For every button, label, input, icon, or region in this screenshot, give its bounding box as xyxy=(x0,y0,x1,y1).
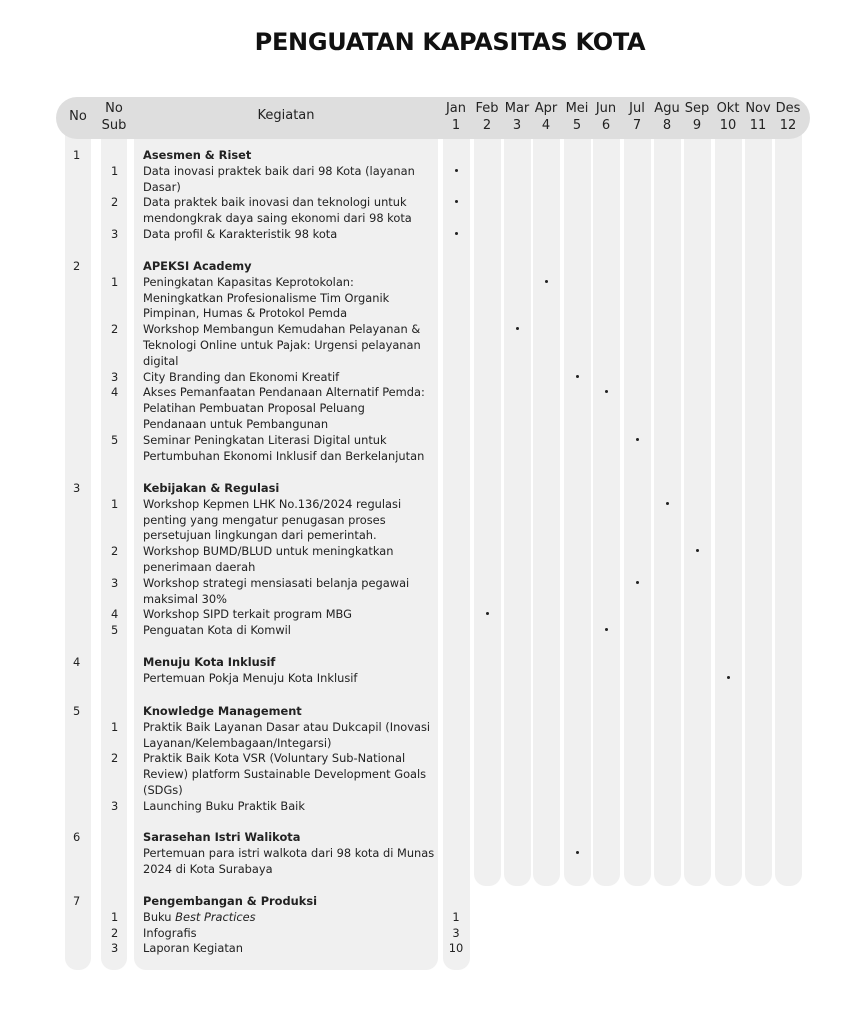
section-title: APEKSI Academy xyxy=(143,259,252,273)
col-month-bg xyxy=(474,110,501,886)
activity-text: Layanan/Kelembagaan/Integarsi) xyxy=(143,735,332,750)
activity-text: Teknologi Online untuk Pajak: Urgensi pelayanan xyxy=(143,338,421,352)
sub-number: 3 xyxy=(111,227,119,241)
output-count: 3 xyxy=(452,925,460,940)
schedule-dot xyxy=(666,502,669,505)
month-number: 5 xyxy=(572,118,582,133)
schedule-dot xyxy=(576,851,579,854)
page-title: PENGUATAN KAPASITAS KOTA xyxy=(254,28,646,56)
activity-text: Laporan Kegiatan xyxy=(143,941,243,956)
activity-text: Penguatan Kota di Komwil xyxy=(143,623,291,638)
month-number: 10 xyxy=(719,118,737,133)
schedule-dot xyxy=(605,628,608,631)
month-name: Jul xyxy=(629,101,645,116)
section-title: Pengembangan & Produksi xyxy=(143,894,318,908)
month-number: 7 xyxy=(632,118,642,133)
section-number: 2 xyxy=(73,259,81,273)
schedule-dot xyxy=(576,375,579,378)
activity-text-italic: Best Practices xyxy=(175,909,256,924)
section-number: 4 xyxy=(73,655,81,669)
month-number: 8 xyxy=(662,118,672,133)
section-title: Kebijakan & Regulasi xyxy=(143,481,280,495)
activity-text: Workshop BUMD/BLUD untuk meningkatkan xyxy=(143,544,394,559)
month-name: Apr xyxy=(534,101,558,116)
section-number: 5 xyxy=(73,704,81,718)
col-month-bg xyxy=(624,110,651,886)
sub-number: 2 xyxy=(111,544,119,559)
activity-text: maksimal 30% xyxy=(143,591,227,606)
activity-text: Data praktek baik inovasi dan teknologi untuk xyxy=(143,195,407,210)
activity-text: Workshop SIPD terkait program MBG xyxy=(143,607,352,622)
header-month-apr xyxy=(530,100,562,134)
activity-text: Data profil & Karakteristik 98 kota xyxy=(143,227,338,241)
sub-number: 2 xyxy=(111,925,119,940)
sub-number: 1 xyxy=(111,719,119,734)
activity-text: Pelatihan Pembuatan Proposal Peluang xyxy=(143,401,365,416)
col-jan-bg xyxy=(443,110,470,970)
sub-number: 4 xyxy=(111,385,119,400)
header-no-sub xyxy=(98,100,130,134)
col-month-bg xyxy=(684,110,711,886)
activity-text: Pendanaan untuk Pembangunan xyxy=(143,417,329,431)
header-month-jun xyxy=(590,100,622,134)
section-number: 1 xyxy=(73,148,81,162)
header-month-agu xyxy=(651,100,683,134)
activity-text: Meningkatkan Profesionalisme Tim Organik xyxy=(143,290,390,305)
sub-number: 1 xyxy=(111,496,119,511)
section-title: Menuju Kota Inklusif xyxy=(143,655,276,669)
month-number: 1 xyxy=(451,118,461,133)
sub-number: 1 xyxy=(111,274,119,289)
month-number: 12 xyxy=(779,118,797,133)
activity-text: Review) platform Sustainable Development Goals xyxy=(143,767,427,782)
sub-number: 3 xyxy=(111,941,119,956)
header-month-des xyxy=(772,100,804,134)
month-number: 4 xyxy=(541,118,551,133)
month-name: Feb xyxy=(475,101,499,116)
header-month-mei xyxy=(561,100,593,134)
activity-text: Infografis xyxy=(143,925,197,940)
activity-text: Buku Best Practices xyxy=(143,909,256,924)
section-number: 6 xyxy=(73,830,81,844)
activity-text: City Branding dan Ekonomi Kreatif xyxy=(143,369,340,384)
schedule-dot xyxy=(455,169,458,172)
month-number: 6 xyxy=(601,118,611,133)
header-no-sub-line1: No xyxy=(105,101,123,116)
month-number: 3 xyxy=(512,118,522,133)
sub-number: 4 xyxy=(111,607,119,622)
month-name: Jun xyxy=(595,101,617,116)
schedule-dot xyxy=(455,232,458,235)
month-number: 9 xyxy=(692,118,702,133)
activity-text: mendongkrak daya saing ekonomi dari 98 kota xyxy=(143,211,412,226)
activity-text: Pertemuan Pokja Menuju Kota Inklusif xyxy=(143,670,358,685)
header-month-mar xyxy=(501,100,533,134)
activity-text: 2024 di Kota Surabaya xyxy=(143,861,273,876)
activity-text: Seminar Peningkatan Literasi Digital untuk xyxy=(143,432,387,447)
section-title: Knowledge Management xyxy=(143,704,302,718)
sub-number: 5 xyxy=(111,432,119,447)
activity-text: Pertumbuhan Ekonomi Inklusif dan Berkelanjutan xyxy=(143,448,425,463)
sub-number: 3 xyxy=(111,575,119,590)
month-name: Nov xyxy=(745,101,771,116)
col-month-bg xyxy=(504,110,531,886)
schedule-dot xyxy=(516,327,519,330)
col-month-bg xyxy=(593,110,620,886)
header-month-jul xyxy=(621,100,653,134)
activity-text: Launching Buku Praktik Baik xyxy=(143,798,305,813)
schedule-dot xyxy=(545,280,548,283)
sub-number: 5 xyxy=(111,623,119,638)
month-number: 2 xyxy=(482,118,492,133)
schedule-dot xyxy=(696,549,699,552)
section-title: Sarasehan Istri Walikota xyxy=(143,830,301,844)
month-number: 11 xyxy=(749,118,767,133)
month-name: Jan xyxy=(445,101,467,116)
sub-number: 3 xyxy=(111,798,119,813)
month-name: Des xyxy=(775,101,801,116)
activity-text: Peningkatan Kapasitas Keprotokolan: xyxy=(143,274,354,289)
header-month-nov xyxy=(742,100,774,134)
output-count: 10 xyxy=(448,941,464,956)
col-month-bg xyxy=(775,110,802,886)
activity-text: Pimpinan, Humas & Protokol Pemda xyxy=(143,306,348,321)
header-month-jan xyxy=(440,100,472,134)
activity-text: digital xyxy=(143,353,179,368)
col-month-bg xyxy=(564,110,591,886)
activity-text: Akses Pemanfaatan Pendanaan Alternatif Pemda: xyxy=(143,385,425,400)
month-name: Mar xyxy=(504,101,530,116)
sub-number: 1 xyxy=(111,909,119,924)
header-month-sep xyxy=(681,100,713,134)
activity-text: Workshop strategi mensiasati belanja pegawai xyxy=(143,575,410,590)
activity-text: (SDGs) xyxy=(143,783,183,797)
sub-number: 2 xyxy=(111,195,119,210)
sub-number: 3 xyxy=(111,369,119,384)
activity-text: Data inovasi praktek baik dari 98 Kota (layanan xyxy=(143,163,415,178)
section-number: 3 xyxy=(73,481,81,495)
schedule-dot xyxy=(636,581,639,584)
section-number: 7 xyxy=(73,894,81,908)
header-kegiatan: Kegiatan xyxy=(257,108,315,123)
activity-text: Dasar) xyxy=(143,179,181,194)
month-name: Agu xyxy=(654,101,680,116)
sub-number: 2 xyxy=(111,322,119,337)
header-month-feb xyxy=(471,100,503,134)
month-name: Mei xyxy=(565,101,589,116)
col-month-bg xyxy=(533,110,560,886)
activity-text: penting yang mengatur penugasan proses xyxy=(143,512,386,527)
col-month-bg xyxy=(745,110,772,886)
header-no-sub-line2: Sub xyxy=(101,118,127,133)
col-month-bg xyxy=(654,110,681,886)
activity-text: Pertemuan para istri walkota dari 98 kota di Munas xyxy=(143,845,435,860)
activity-text: Praktik Baik Layanan Dasar atau Dukcapil (Inovasi xyxy=(143,719,431,734)
sub-number: 2 xyxy=(111,751,119,766)
schedule-dot xyxy=(727,676,730,679)
activity-text: Praktik Baik Kota VSR (Voluntary Sub-National xyxy=(143,751,406,766)
activity-text: Workshop Membangun Kemudahan Pelayanan & xyxy=(143,322,421,337)
output-count: 1 xyxy=(452,909,460,924)
header-no: No xyxy=(69,109,87,124)
col-month-bg xyxy=(715,110,742,886)
section-title: Asesmen & Riset xyxy=(143,148,252,162)
month-name: Sep xyxy=(684,101,710,116)
activity-text: penerimaan daerah xyxy=(143,560,256,574)
schedule-dot xyxy=(636,438,639,441)
activity-text: persetujuan lingkungan dari pemerintah. xyxy=(143,528,377,543)
sub-number: 1 xyxy=(111,163,119,178)
month-name: Okt xyxy=(716,101,740,116)
activity-text: Workshop Kepmen LHK No.136/2024 regulasi xyxy=(143,496,402,511)
header-month-okt xyxy=(712,100,744,134)
